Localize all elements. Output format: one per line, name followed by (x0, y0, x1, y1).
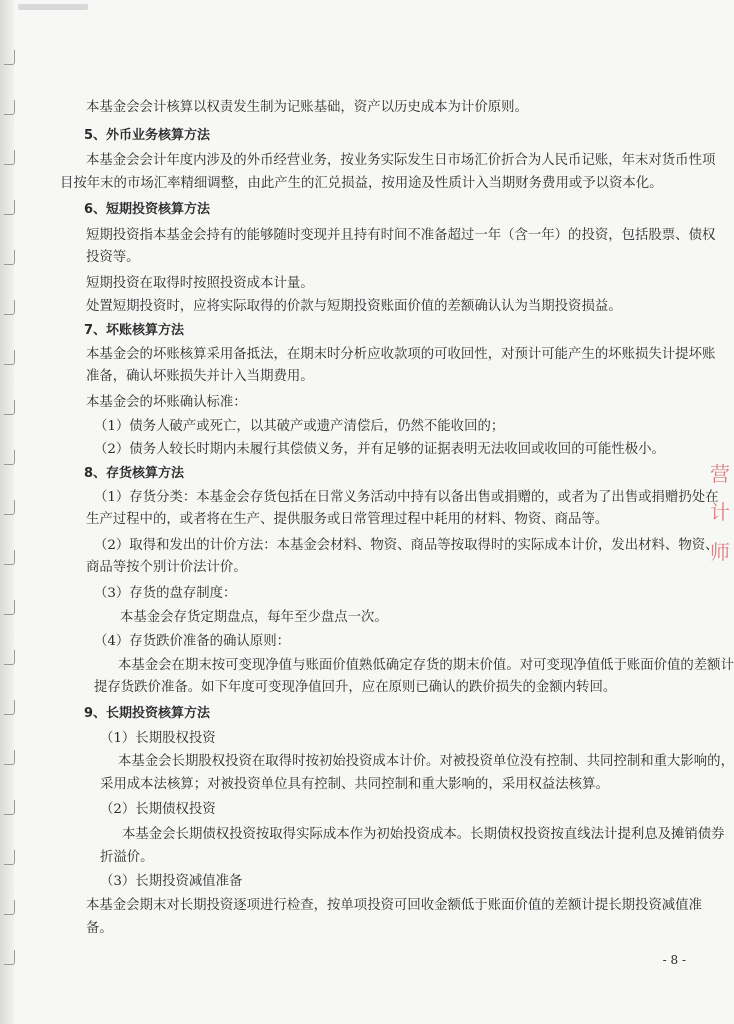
section-heading: 9、长期投资核算方法 (84, 706, 211, 721)
paragraph-line: 本基金会长期股权投资在取得时按初始投资成本计价。对被投资单位没有控制、共同控制和重大影响的， (118, 754, 734, 769)
list-item: （2）取得和发出的计价方法：本基金会材料、物资、商品等按取得时的实际成本计价，发出材料、物资、 (94, 538, 719, 553)
paragraph-line: 本基金会的坏账核算采用备抵法，在期末时分析应收款项的可收回性，对预计可能产生的坏账损失计提坏账 (86, 347, 716, 362)
paragraph-line: 折溢价。 (100, 850, 154, 865)
paragraph-line: 投资等。 (86, 250, 140, 265)
seal-stamp: 营 计 师 (710, 462, 730, 564)
section-heading: 5、外币业务核算方法 (84, 128, 211, 143)
paragraph-line: 处置短期投资时，应将实际取得的价款与短期投资账面价值的差额确认认为当期投资损益。 (86, 299, 622, 314)
section-heading: 7、坏账核算方法 (84, 323, 185, 338)
subsection-heading: （3）长期投资减值准备 (100, 874, 243, 889)
section-heading: 8、存货核算方法 (84, 466, 185, 481)
paragraph-line: 本基金会期末对长期投资逐项进行检查，按单项投资可回收金额低于账面价值的差额计提长期投资减值准 (86, 898, 702, 913)
paragraph-line: 本基金会的坏账确认标准： (86, 395, 247, 410)
list-item: （4）存货跌价准备的确认原则： (94, 634, 290, 649)
subsection-heading: （1）长期股权投资 (100, 731, 216, 746)
paragraph-line: 生产过程中的，或者将在生产、提供服务或日常管理过程中耗用的材料、物资、商品等。 (86, 512, 609, 527)
list-item: （3）存货的盘存制度： (94, 586, 237, 601)
paragraph-line: 本基金会会计核算以权责发生制为记账基础，资产以历史成本为计价原则。 (86, 100, 528, 115)
paragraph-line: 短期投资指本基金会持有的能够随时变现并且持有时间不准备超过一年（含一年）的投资，包括股票、债权 (86, 228, 716, 243)
scan-artifact (18, 4, 88, 10)
subsection-heading: （2）长期债权投资 (100, 802, 216, 817)
paragraph-line: 本基金会在期末按可变现净值与账面价值熟低确定存货的期末价值。对可变现净值低于账面价值的差额计 (118, 658, 734, 673)
binding-holes (4, 40, 18, 1020)
paragraph-line: 本基金会存货定期盘点，每年至少盘点一次。 (120, 610, 388, 625)
paragraph-line: 短期投资在取得时按照投资成本计量。 (86, 276, 314, 291)
paragraph-line: 目按年末的市场汇率精细调整，由此产生的汇兑损益，按用途及性质计入当期财务费用或予以资本化。 (60, 176, 663, 191)
list-item: （2）债务人较长时期内未履行其偿债义务，并有足够的证据表明无法收回或收回的可能性极小。 (94, 442, 665, 457)
paragraph-line: 商品等按个别计价法计价。 (86, 560, 247, 575)
section-heading: 6、短期投资核算方法 (84, 202, 211, 217)
list-item: （1）存货分类：本基金会存货包括在日常义务活动中持有以备出售或捐赠的，或者为了出售或捐赠扔处在 (94, 490, 719, 505)
page-number: - 8 - (662, 953, 686, 967)
paragraph-line: 采用成本法核算；对被投资单位具有控制、共同控制和重大影响的，采用权益法核算。 (100, 777, 609, 792)
paragraph-line: 本基金会长期债权投资按取得实际成本作为初始投资成本。长期债权投资按直线法计提利息及摊销债券 (122, 827, 725, 842)
list-item: （1）债务人破产或死亡，以其破产或遗产清偿后，仍然不能收回的； (94, 419, 505, 434)
paragraph-line: 备。 (86, 921, 113, 936)
paragraph-line: 本基金会会计年度内涉及的外币经营业务，按业务实际发生日市场汇价折合为人民币记账，年末对货币性项 (86, 153, 716, 168)
paragraph-line: 准备，确认坏账损失并计入当期费用。 (86, 369, 314, 384)
paragraph-line: 提存货跌价准备。如下年度可变现净值回升，应在原则已确认的跌价损失的金额内转回。 (94, 680, 617, 695)
